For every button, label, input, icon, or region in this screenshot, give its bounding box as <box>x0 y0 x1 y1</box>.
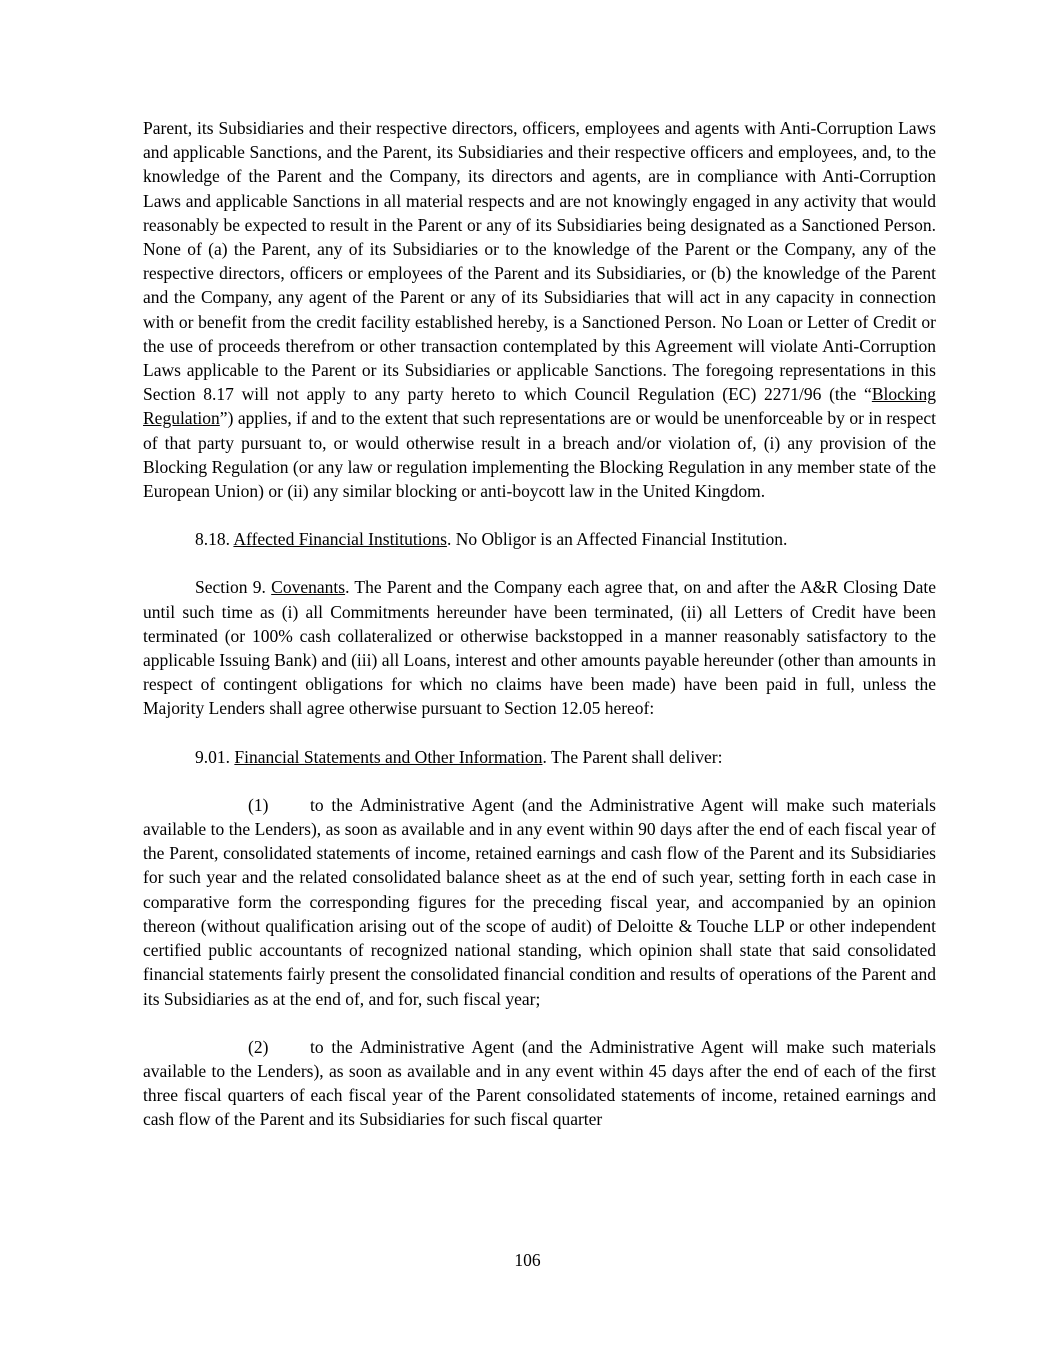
paragraph-3 <box>143 575 936 720</box>
text-segment: Parent, its Subsidiaries and their respective directors, officers, employees and agents with Anti-Corruption Laws and applicable Sanctions, and the Parent, its Subsidiaries and their respective officers and employees, and, to the knowledge of the Parent and the Company, its directors and agents, are in compliance with Anti-Corruption Laws and applicable Sanctions in all material respects and are not knowingly engaged in any activity that would reasonably be expected to result in the Parent or any of its Subsidiaries being designated as a Sanctioned Person. None of (a) the Parent, any of its Subsidiaries or to the knowledge of the Parent or the Company, any of the respective directors, officers or employees of the Parent and its Subsidiaries, or (b) the knowledge of the Parent and the Company, any agent of the Parent or any of its Subsidiaries that will act in any capacity in connection with or benefit from the credit facility established hereby, is a Sanctioned Person. No Loan or Letter of Credit or the use of proceeds therefrom or other transaction contemplated by this Agreement will violate Anti-Corruption Laws applicable to the Parent or its Subsidiaries or applicable Sanctions. The foregoing representations in this Section 8.17 will not apply to any party hereto to which Council Regulation (EC) 2271/96 (the “ <box>143 118 936 405</box>
page-number: 106 <box>514 1250 541 1270</box>
paragraph-number: (1) <box>248 794 269 815</box>
paragraph-6 <box>143 1035 936 1132</box>
text-segment: . The Parent shall deliver: <box>542 746 723 767</box>
text-segment: . No Obligor is an Affected Financial Institution. <box>446 529 788 550</box>
text-segment: to the Administrative Agent (and the Administrative Agent will make such materials available to the Lenders), as soon as available and in any event within 45 days after the end of each of the first three fiscal quarters of each fiscal year of the Parent consolidated statements of income, retained earnings and cash flow of the Parent and its Subsidiaries for such fiscal quarter <box>143 1036 936 1130</box>
paragraph-5 <box>143 793 936 1011</box>
text-segment: to the Administrative Agent (and the Administrative Agent will make such materials available to the Lenders), as soon as available and in any event within 90 days after the end of each fiscal year of the Parent, consolidated statements of income, retained earnings and cash flow of the Parent and its Subsidiaries for such year and the related consolidated balance sheet as at the end of such year, setting forth in each case in comparative form the corresponding figures for the preceding fiscal year, and accompanied by an opinion thereon (without qualification arising out of the scope of audit) of Deloitte & Touche LLP or other independent certified public accountants of recognized national standing, which opinion shall state that said consolidated financial statements fairly present the consolidated financial condition and results of operations of the Parent and its Subsidiaries as at the end of, and for, such fiscal year; <box>143 794 936 1009</box>
text-segment: 9.01. <box>195 746 235 767</box>
underlined-text-segment: Blocking Regulation <box>143 384 936 429</box>
text-segment: 8.18. <box>195 529 234 550</box>
text-segment: . The Parent and the Company each agree that, on and after the A&R Closing Date until such time as (i) all Commitments hereunder have been terminated, (ii) all Letters of Credit have been terminated (or 100% cash collateralized or otherwise backstopped in a manner reasonably satisfactory to the applicable Issuing Bank) and (iii) all Loans, interest and other amounts payable hereunder (other than amounts in respect of contingent obligations for which no claims have been made) have been paid in full, unless the Majority Lenders shall agree otherwise pursuant to Section 12.05 hereof: <box>143 577 936 719</box>
underlined-text-segment: Affected Financial Institutions <box>233 529 447 550</box>
paragraph-1 <box>143 116 936 503</box>
text-segment: ”) applies, if and to the extent that such representations are or would be unenforceable by or in respect of that party pursuant to, or would otherwise result in a breach and/or violation of, (i) any provision of the Blocking Regulation (or any law or regulation implementing the Blocking Regulation in any member state of the European Union) or (ii) any similar blocking or anti-boycott law in the United Kingdom. <box>143 408 936 502</box>
text-segment: Section 9. <box>195 577 272 598</box>
underlined-text-segment: Financial Statements and Other Information <box>234 746 543 767</box>
underlined-text-segment: Covenants <box>271 577 346 598</box>
paragraph-number: (2) <box>248 1036 269 1057</box>
paragraph-4 <box>143 745 936 769</box>
document-body <box>143 116 936 1156</box>
paragraph-2 <box>143 527 936 551</box>
